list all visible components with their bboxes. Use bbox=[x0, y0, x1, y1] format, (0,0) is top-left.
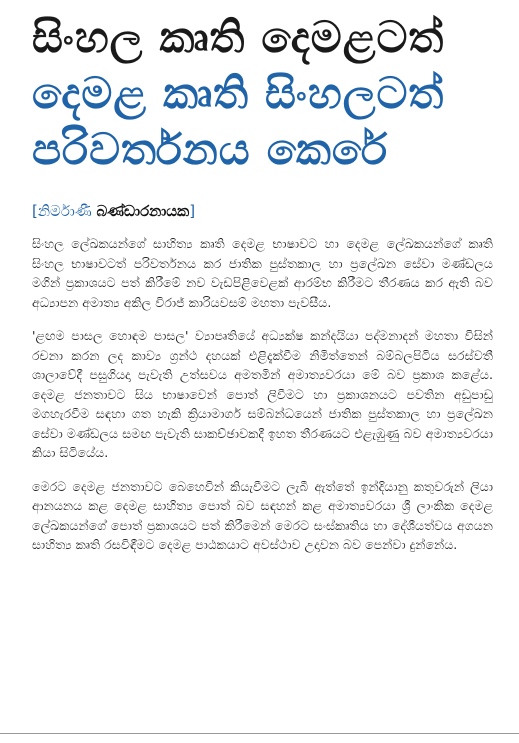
headline-line-2: දෙමළ කෘති සිංහලටත් bbox=[32, 69, 445, 119]
author-last-name: බණ්ඩාරනායක bbox=[96, 202, 190, 220]
headline-line-3: පරිවර්තනය කෙරේ bbox=[32, 125, 389, 175]
article-paragraph-2: 'ළඟම පාසල හොඳම පාසල' ව්‍යාපෘතියේ අධ්‍යක්ෂ කන්දයියා පද්මනාදන් මහතා විසින් රචනා කරන ලද කාව්‍ය ග්‍රන්ථ දහයක් එළිදැක්වීම නිමිත්තෙන් බම්බලපිටිය සරස්වතී ශාලාවේදී පසුගියදා පැවැති උත්සවය අමතමින් අමාත්‍යවරයා මේ බව ප්‍රකාශ කළේය. දෙමළ ජනතාවට සිය භාෂාවෙන් පොත් ලිවීමට හා ප්‍රකාශනයට පවතින අඩුපාඩු මගහැරවීම සඳහා ගත හැකි ක්‍රියාමාර්ග සම්බන්ධයෙන් ජාතික පුස්තකාල හා ප්‍රලේඛන සේවා මණ්ඩලය සමඟ පැවැති සාකච්ඡාවකදී ඉහත තීරණයට එළැඹුණු බව අමාත්‍යවරයා කියා සිටියේය. bbox=[32, 328, 493, 460]
byline-open-bracket: [ bbox=[32, 202, 38, 220]
byline-close-bracket: ] bbox=[189, 202, 196, 220]
article-paragraph-1: සිංහල ලේඛකයන්ගේ සාහිත්‍ය කෘති දෙමළ භාෂාවට හා දෙමළ ලේඛකයන්ගේ කෘති සිංහල භාෂාවටත් පරිවර්තනය කර ජාතික පුස්තකාල හා ප්‍රලේඛන සේවා මණ්ඩලය මගින් ප්‍රකාශයට පත් කිරීමේ නව වැඩපිළිවෙළක් ආරම්භ කිරීමට තීරණය කර ඇති බව අධ්‍යාපන අමාත්‍ය අකිල විරාජ් කාරියවසම් මහතා පැවසීය. bbox=[32, 236, 493, 310]
bottom-divider bbox=[0, 733, 519, 734]
article-body bbox=[32, 234, 493, 555]
headline-line-1: සිංහල කෘති දෙමළටත් bbox=[32, 13, 445, 63]
headline bbox=[32, 10, 493, 178]
article-paragraph-3: මෙරට දෙමළ ජනතාවට බෙහෙවින් කියැවීමට ලැබී ඇත්තේ ඉන්දියානු කතුවරුන් ලියා ආනයනය කළ දෙමළ සාහිත්‍ය පොත් බව සඳහන් කළ අමාත්‍යවරයා ශ්‍රී ලාංකික දෙමළ ලේඛකයන්ගේ පොත් ප්‍රකාශයට පත් කිරීමෙන් මෙරට සංස්කෘතිය හා දේශීයත්වය අගයන සාහිත්‍ය කෘති රසවිඳීමට දෙමළ පාඨකයාට අවස්ථාව උදාවන බව පෙන්වා දුන්නේය. bbox=[32, 478, 493, 552]
author-first-name: නිර්මාණී bbox=[37, 202, 92, 220]
byline bbox=[32, 200, 493, 222]
